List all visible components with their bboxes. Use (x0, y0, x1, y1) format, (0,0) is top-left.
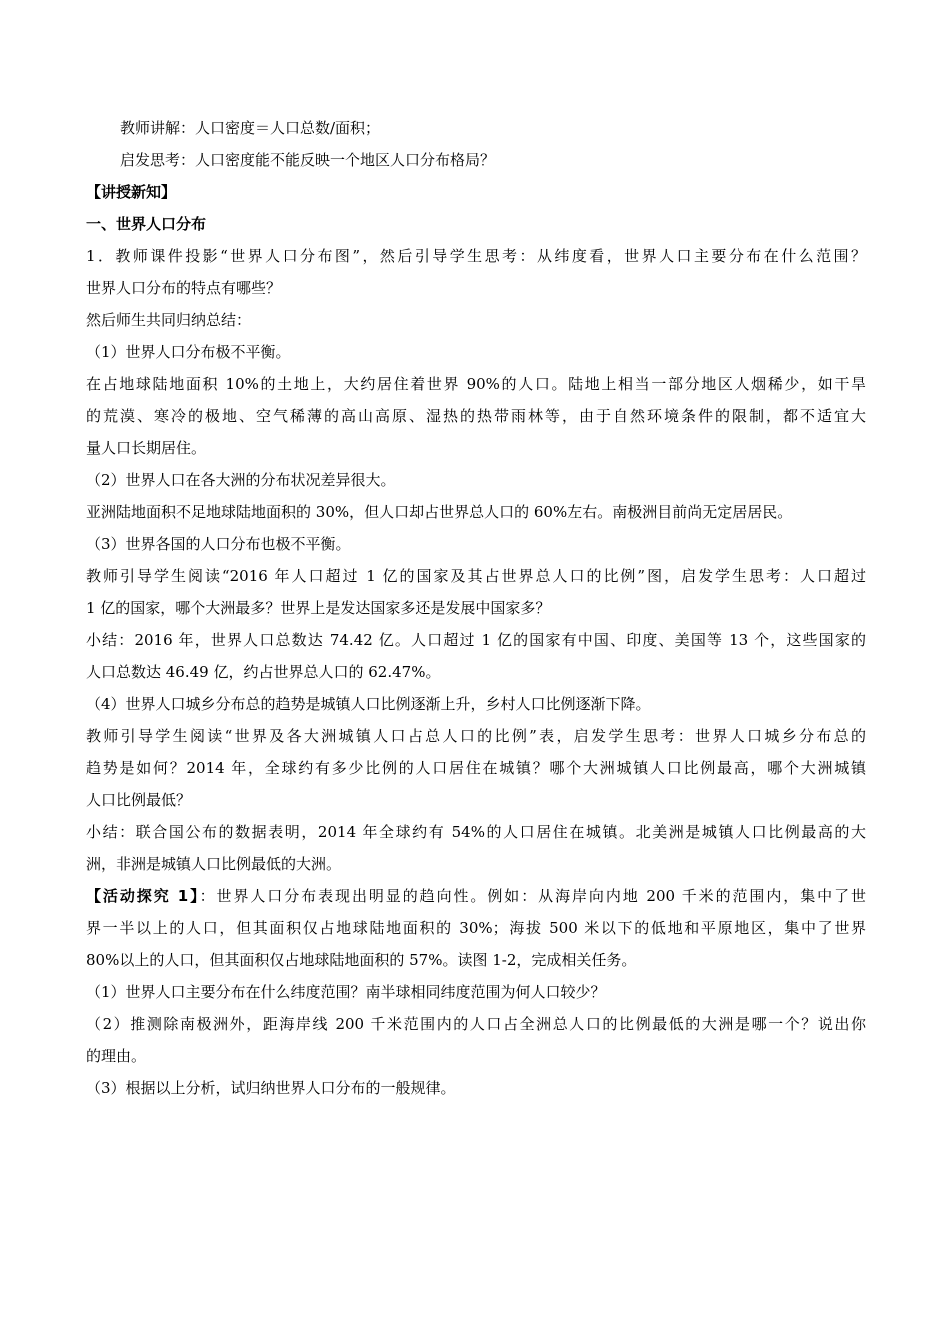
summary-line: 洲，非洲是城镇人口比例最低的大洲。 (86, 855, 342, 873)
paragraph-line: 教师引导学生阅读“世界及各大洲城镇人口占总人口的比例”表，启发学生思考：世界人口城乡分布总的 (86, 727, 866, 745)
point-3-heading: （3）世界各国的人口分布也极不平衡。 (86, 535, 351, 553)
summary-line: 小结：联合国公布的数据表明，2014 年全球约有 54%的人口居住在城镇。北美洲是城镇人口比例最高的大 (86, 823, 866, 841)
activity-label: 【活动探究 1】 (86, 887, 200, 905)
paragraph-line: 世界人口分布的特点有哪些？ (86, 279, 282, 297)
paragraph-line: 1．教师课件投影“世界人口分布图”，然后引导学生思考：从纬度看，世界人口主要分布在什么范围？ (86, 247, 866, 265)
question-3: （3）根据以上分析，试归纳世界人口分布的一般规律。 (86, 1079, 456, 1097)
teacher-explain-line: 教师讲解：人口密度＝人口总数/面积； (120, 119, 381, 137)
activity-text: ：世界人口分布表现出明显的趋向性。例如：从海岸向内地 200 千米的范围内，集中了世 (199, 887, 866, 905)
paragraph-line: 人口比例最低？ (86, 791, 192, 809)
question-1: （1）世界人口主要分布在什么纬度范围？南半球相同纬度范围为何人口较少？ (86, 983, 606, 1001)
paragraph-line: 1 亿的国家，哪个大洲最多？世界上是发达国家多还是发展中国家多？ (86, 599, 551, 617)
inspire-think-line: 启发思考：人口密度能不能反映一个地区人口分布格局？ (120, 151, 496, 169)
question-2-cont: 的理由。 (86, 1047, 147, 1065)
paragraph-line: 的荒漠、寒冷的极地、空气稀薄的高山高原、湿热的热带雨林等，由于自然环境条件的限制，都不适宜大 (86, 407, 866, 425)
paragraph-line: 在占地球陆地面积 10%的土地上，大约居住着世界 90%的人口。陆地上相当一部分地区人烟稀少，如干旱 (86, 375, 866, 393)
point-2-heading: （2）世界人口在各大洲的分布状况差异很大。 (86, 471, 396, 489)
section-header: 【讲授新知】 (86, 183, 177, 201)
question-2: （2）推测除南极洲外，距海岸线 200 千米范围内的人口占全洲总人口的比例最低的大洲是哪一个？说出你 (86, 1015, 866, 1033)
paragraph-line: 然后师生共同归纳总结： (86, 311, 252, 329)
activity-line: 80%以上的人口，但其面积仅占地球陆地面积的 57%。读图 1-2，完成相关任务。 (86, 951, 637, 969)
document-page (86, 112, 866, 1104)
paragraph-line: 教师引导学生阅读“2016 年人口超过 1 亿的国家及其占世界总人口的比例”图，启发学生思考：人口超过 (86, 567, 866, 585)
paragraph-line: 量人口长期居住。 (86, 439, 207, 457)
activity-line (86, 880, 866, 912)
heading-world-population-distribution: 一、世界人口分布 (86, 215, 207, 233)
paragraph-line: 亚洲陆地面积不足地球陆地面积的 30%，但人口却占世界总人口的 60%左右。南极洲目前尚无定居居民。 (86, 503, 793, 521)
summary-line: 小结：2016 年，世界人口总数达 74.42 亿。人口超过 1 亿的国家有中国、印度、美国等 13 个，这些国家的 (86, 631, 866, 649)
paragraph-line: 趋势是如何？2014 年，全球约有多少比例的人口居住在城镇？哪个大洲城镇人口比例最高，哪个大洲城镇 (86, 759, 866, 777)
point-4-heading: （4）世界人口城乡分布总的趋势是城镇人口比例逐渐上升，乡村人口比例逐渐下降。 (86, 695, 651, 713)
activity-line: 界一半以上的人口，但其面积仅占地球陆地面积的 30%；海拔 500 米以下的低地和平原地区，集中了世界 (86, 919, 866, 937)
summary-line: 人口总数达 46.49 亿，约占世界总人口的 62.47%。 (86, 663, 441, 681)
point-1-heading: （1）世界人口分布极不平衡。 (86, 343, 291, 361)
